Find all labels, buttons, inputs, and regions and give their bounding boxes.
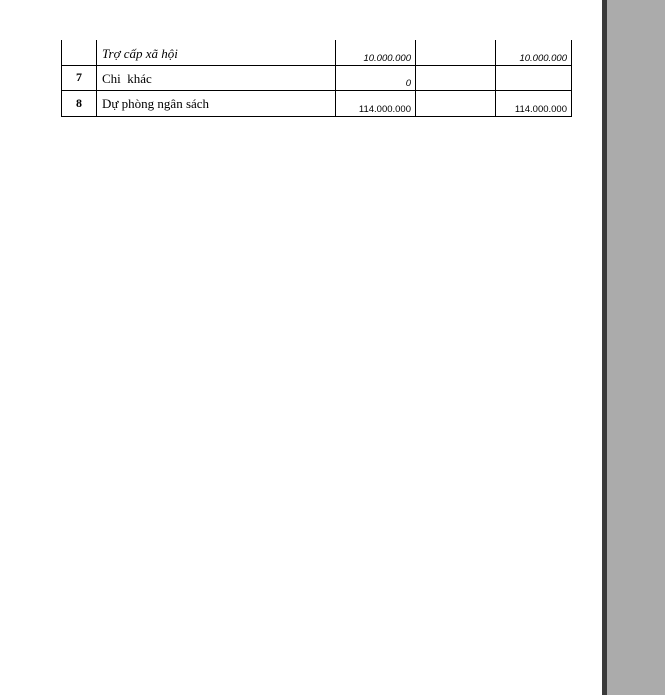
row-number	[62, 40, 97, 65]
amount-cell	[416, 90, 496, 116]
amount-cell	[416, 65, 496, 90]
amount-cell	[496, 90, 572, 116]
amount-cell	[336, 40, 416, 65]
amount-value: 114.000.000	[358, 103, 411, 115]
amount-cell	[496, 40, 572, 65]
row-label: Trợ cấp xã hội	[102, 45, 178, 61]
amount-cell	[336, 90, 416, 116]
table-row	[62, 40, 572, 65]
amount-value	[496, 71, 571, 84]
amount-value: 10.000.000	[519, 53, 567, 65]
row-label-cell	[97, 90, 336, 116]
amount-cell	[496, 65, 572, 90]
amount-cell	[416, 40, 496, 65]
row-number: 8	[62, 90, 97, 116]
amount-value: 0	[405, 78, 411, 89]
amount-value	[416, 97, 495, 110]
row-label: Dự phòng ngân sách	[102, 96, 210, 111]
amount-value: 10.000.000	[363, 53, 411, 65]
row-label: Chi khác	[102, 70, 152, 86]
row-number: 7	[62, 65, 97, 90]
row-label-cell	[97, 40, 336, 65]
amount-value: 114.000.000	[514, 103, 567, 115]
table-row	[62, 65, 572, 90]
amount-value	[416, 45, 495, 59]
row-label-cell	[97, 65, 336, 90]
amount-cell	[336, 65, 416, 90]
viewer-background	[607, 0, 665, 695]
budget-table	[61, 40, 572, 117]
amount-value	[416, 71, 495, 84]
table-row	[62, 90, 572, 116]
